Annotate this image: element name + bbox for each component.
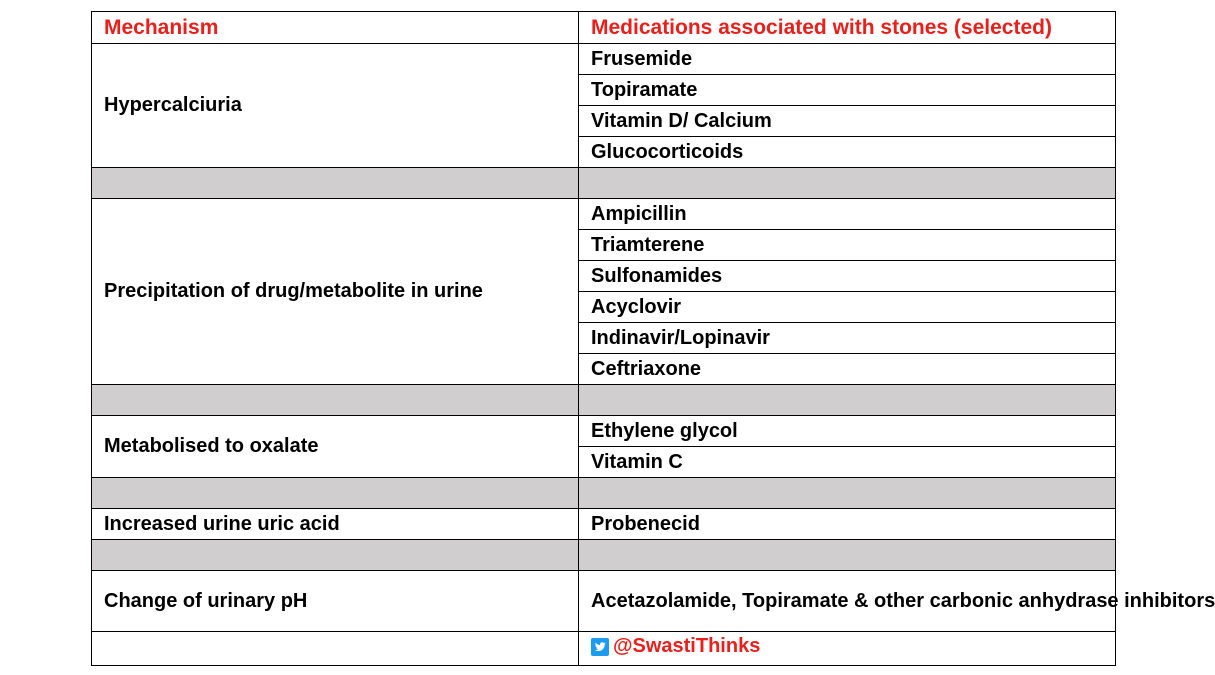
medications-table [91,11,1215,666]
separator-cell [92,478,579,509]
mechanism-cell: Metabolised to oxalate [92,416,579,478]
separator-cell [92,385,579,416]
separator-cell [92,540,579,571]
mechanism-cell: Precipitation of drug/metabolite in urine [92,199,579,385]
drug-cell: Topiramate [579,75,1116,106]
drug-cell: Glucocorticoids [579,137,1116,168]
twitter-icon [591,638,609,656]
separator-cell [92,168,579,199]
drug-cell: Acyclovir [579,292,1116,323]
table-row [92,509,1116,540]
drug-cell: Probenecid [579,509,1116,540]
table-row [92,199,1116,230]
drug-cell: Ampicillin [579,199,1116,230]
drug-cell: Indinavir/Lopinavir [579,323,1116,354]
separator-cell [579,540,1116,571]
header-medications: Medications associated with stones (selected) [579,12,1116,44]
separator-row [92,168,1116,199]
drug-cell: Triamterene [579,230,1116,261]
credit-cell [579,632,1116,666]
drug-cell: Acetazolamide, Topiramate & other carbonic anhydrase inhibitors [579,571,1116,632]
table-row [92,44,1116,75]
drug-cell: Sulfonamides [579,261,1116,292]
mechanism-cell: Hypercalciuria [92,44,579,168]
drug-cell: Ethylene glycol [579,416,1116,447]
separator-cell [579,168,1116,199]
drug-cell: Frusemide [579,44,1116,75]
separator-row [92,540,1116,571]
header-mechanism: Mechanism [92,12,579,44]
credit-row [92,632,1116,666]
drug-cell: Vitamin C [579,447,1116,478]
separator-cell [579,478,1116,509]
drug-cell: Vitamin D/ Calcium [579,106,1116,137]
table-row [92,416,1116,447]
separator-cell [579,385,1116,416]
empty-cell [92,632,579,666]
credit-link[interactable] [591,632,760,661]
separator-row [92,385,1116,416]
mechanism-cell: Increased urine uric acid [92,509,579,540]
header-row [92,12,1116,44]
table-row [92,571,1116,632]
separator-row [92,478,1116,509]
mechanism-cell: Change of urinary pH [92,571,579,632]
twitter-handle: @SwastiThinks [613,635,761,657]
drug-cell: Ceftriaxone [579,354,1116,385]
